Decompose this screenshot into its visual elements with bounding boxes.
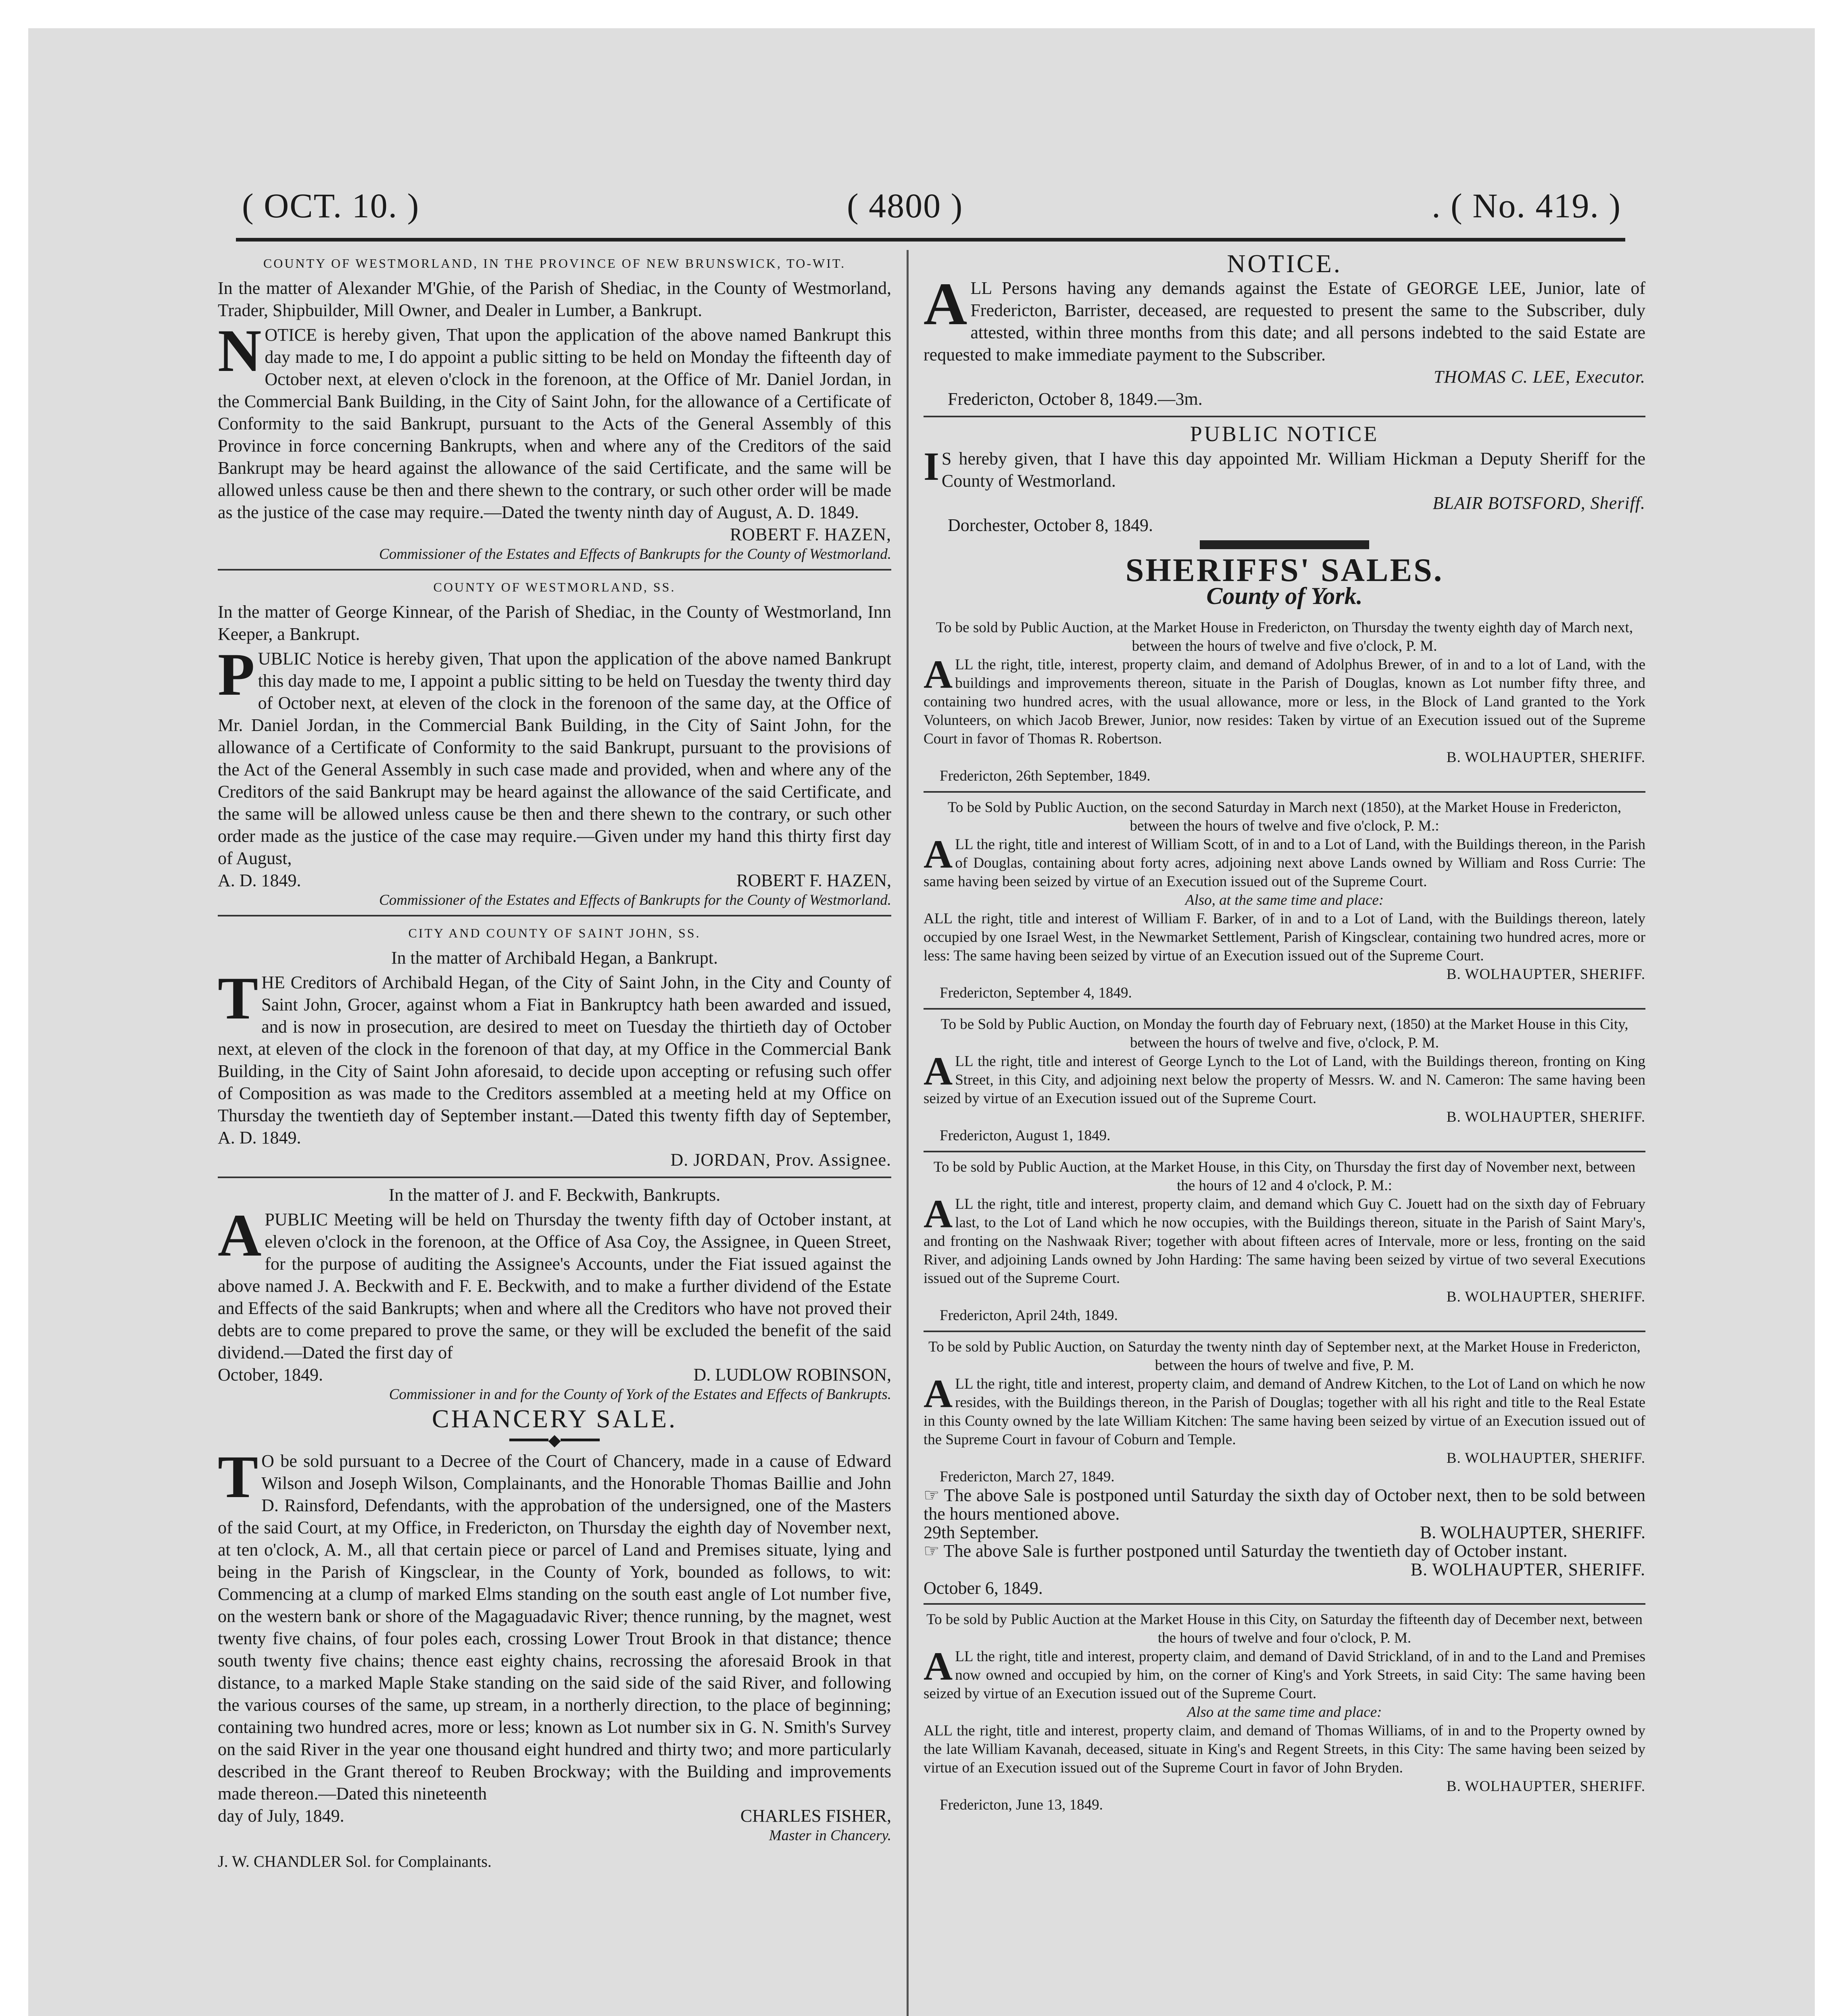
header-page-number: ( 4800 ) [847, 186, 963, 225]
notice-kinnear [218, 576, 891, 909]
notice-body-text: UBLIC Notice is hereby given, That upon the application of the above named Bankrupt this day made to me, I appoint a public sitting to be held on Tuesday the twenty third day of October next, at eleven of the clock in the forenoon of the same day, at the Office of Mr. Daniel Jordan, in the Commercial Bank Building, in the City of Saint John, for the allowance of a Certificate of Conformity to the said Bankrupt, pursuant to the provisions of the Act of the General Assembly in such case made and provided, when and where any of the Creditors of the said Bankrupt may be heard against the allowance of the said Certificate, and the same will be allowed unless cause be then and there shewn to the contrary, or such other order made as the justice of the case may require.—Given under my hand this thirty first day of August, [218, 649, 891, 868]
drop-initial: T [218, 965, 259, 1032]
notice-signer-title: Master in Chancery. [769, 1827, 891, 1844]
solicitor-line: J. W. CHANDLER Sol. for Complainants. [218, 1852, 492, 1870]
notice-signer-title: Commissioner in and for the County of York of the Estates and Effects of Bankrupts. [389, 1386, 891, 1403]
sale-body-text: LL the right, title and interest, property claim, and demand which Guy C. Jouett had on the sixth day of February last, to the Lot of Land which he now occupies, with the Buildings thereon, situate in the Parish of Saint Mary's, and fronting on the Nashwaak River; together with about fifteen acres of Intervale, more or less, fronting on the said River, and adjoining Lands owned by John Harding: The same having been seized by virtue of two several Executions issued out of the Supreme Court. [924, 1196, 1645, 1287]
sale-kitchen [924, 1338, 1645, 1597]
drop-initial: A [924, 1644, 953, 1689]
sale-date: Fredericton, August 1, 1849. [940, 1127, 1111, 1144]
notice-date-signer [218, 1805, 891, 1827]
notice-body [218, 965, 891, 1149]
sale-date: October 6, 1849. [924, 1578, 1043, 1598]
notice-caption: COUNTY OF WESTMORLAND, SS. [433, 580, 676, 594]
sale-strickland-williams [924, 1610, 1645, 1814]
divider [218, 569, 891, 571]
notice-heading: NOTICE. [1227, 250, 1342, 278]
drop-initial: A [924, 832, 953, 877]
sale-also: Also, at the same time and place: [1185, 892, 1384, 908]
divider [924, 1603, 1645, 1605]
header-date: ( OCT. 10. ) [242, 186, 420, 225]
notice-body-text: LL Persons having any demands against the Estate of GEORGE LEE, Junior, late of Fredericton, Barrister, deceased, are requested to present the same to the Subscriber, duly attested, within three months from this date; and all persons indebted to the said Estate are requested to make immediate payment to the Subscriber. [924, 278, 1645, 364]
sale-signer: B. WOLHAUPTER, SHERIFF. [1446, 1778, 1645, 1795]
notice-date-signer [218, 869, 891, 891]
sale-body-text: LL the right, title and interest, property claim, and demand of Andrew Kitchen, to the Lot of Land on which he now resides, with the Buildings thereon, in the Parish of Douglas; together with all his right and title to the Real Estate in this County owned by the late William Kitchen: The same having been seized by virtue of an Execution issued out of the Supreme Court in favour of Coburn and Temple. [924, 1376, 1645, 1448]
notice-beckwith [218, 1184, 891, 1404]
sale-date: Fredericton, March 27, 1849. [940, 1468, 1115, 1485]
divider [924, 1008, 1645, 1010]
notice-body [218, 641, 891, 869]
header-rule [236, 238, 1625, 242]
page-header [242, 177, 1621, 238]
sale-body [924, 652, 1645, 748]
sale-signer: B. WOLHAUPTER, SHERIFF. [1446, 1450, 1645, 1466]
sale-intro: To be sold by Public Auction, at the Market House, in this City, on Thursday the first day of November next, between the hours of 12 and 4 o'clock, P. M.: [933, 1159, 1636, 1194]
sale-body [924, 832, 1645, 891]
divider [218, 1177, 891, 1178]
sale-body-2: ALL the right, title and interest of William F. Barker, of in and to a Lot of Land, with the Buildings thereon, lately occupied by one Israel West, in the Newmarket Settlement, Parish of Kingsclear, containing two hundred acres, more or less: The same having been seized by virtue of an Execution issued out of the Supreme Court. [924, 910, 1645, 964]
divider [218, 915, 891, 916]
county-heading: County of York. [1206, 583, 1363, 609]
sale-date: Fredericton, September 4, 1849. [940, 985, 1132, 1001]
sale-body [924, 1049, 1645, 1108]
chancery-heading: CHANCERY SALE. [432, 1404, 678, 1433]
sale-body [924, 1191, 1645, 1288]
drop-initial: A [924, 1371, 953, 1416]
drop-initial: N [218, 317, 262, 384]
thick-rule [1200, 540, 1369, 549]
sale-brewer [924, 619, 1645, 785]
sale-signer: B. WOLHAUPTER, SHERIFF. [1446, 749, 1645, 766]
divider [924, 1331, 1645, 1332]
left-column [218, 250, 891, 2016]
sale-signer: B. WOLHAUPTER, SHERIFF. [1446, 1109, 1645, 1125]
sale-also: Also at the same time and place: [1187, 1704, 1382, 1720]
notice-deputy-sheriff [924, 423, 1645, 536]
notice-date: Fredericton, October 8, 1849.—3m. [948, 389, 1203, 409]
sale-body-2: ALL the right, title and interest, property claim, and demand of Thomas Williams, of in and to the Property owned by the late William Kavanah, deceased, situate in King's and Regent Streets, in this City: The same having been seized by virtue of an Execution issued out of the Supreme Court in favor of John Bryden. [924, 1722, 1645, 1776]
postponement-date: 29th September. [924, 1522, 1039, 1542]
notice-body-text: O be sold pursuant to a Decree of the Court of Chancery, made in a cause of Edward Wilson and Joseph Wilson, Complainants, and the Honorable Thomas Baillie and John D. Rainsford, Defendants, with the approbation of the undersigned, one of the Masters of the said Court, at my Office, in Fredericton, on Thursday the eighth day of November next, at ten o'clock, A. M., all that certain piece or parcel of Land and Premises situate, lying and being in the Parish of Kingsclear, in the County of York, bounded as follows, to wit: Commencing at a clump of marked Elms standing on the south east angle of Lot number five, on the western bank or shore of the Magaguadavic River; thence running, by the magnet, west twenty five chains, of four poles each, crossing Lower Trout Brook in that distance; thence south twenty five chains; thence east eighty chains, recrossing the aforesaid Brook in that distance, to a marked Maple Stake standing on the said side of the said River, and following the various courses of the same, up stream, in a northerly direction, to the place of beginning; containing two hundred acres, more or less; known as Lot number six in G. N. Smith's Survey on the said River in the year one thousand eight hundred and thirty two; and more particularly described in the Grant thereof to Reuben Brockway; with the Building and improvements made thereon.—Dated this nineteenth [218, 1451, 891, 1804]
sale-lynch [924, 1015, 1645, 1145]
postponement-text: The above Sale is further postponed until Saturday the twentieth day of October instant. [943, 1541, 1568, 1561]
sale-intro: To be Sold by Public Auction, on Monday the fourth day of February next, (1850) at the Market House in this City, between the hours of twelve and five, o'clock, P. M. [940, 1016, 1628, 1051]
sale-intro: To be sold by Public Auction, at the Market House in Fredericton, on Thursday the twenty eighth day of March next, between the hours of twelve and five o'clock, P. M. [936, 619, 1633, 654]
divider [924, 1151, 1645, 1152]
header-issue-number: . ( No. 419. ) [1432, 186, 1621, 225]
column-divider [907, 250, 909, 2016]
sheriffs-sales-heading: SHERIFFS' SALES. [1125, 552, 1444, 588]
notice-signer-title: Commissioner of the Estates and Effects of Bankrupts for the County of Westmorland. [379, 892, 891, 908]
sale-body-text: LL the right, title, interest, property claim, and demand of Adolphus Brewer, of in and to a lot of Land, with the buildings and improvements thereon, situate in the Parish of Douglas, known as Lot number fifty three, and containing two hundred acres, with the usual allowance, more or less, in the Block of Land granted to the York Volunteers, on which Jacob Brewer, Junior, now resides: Taken by virtue of an Execution issued out of the Supreme Court in favor of Thomas R. Robertson. [924, 656, 1645, 747]
notice-signer: CHARLES FISHER, [740, 1806, 891, 1826]
notice-body [218, 1202, 891, 1364]
notice-signer-title: Commissioner of the Estates and Effects of Bankrupts for the County of Westmorland. [379, 546, 891, 562]
notice-matter: In the matter of Alexander M'Ghie, of the Parish of Shediac, in the County of Westmorland, Trader, Shipbuilder, Mill Owner, and Dealer in Lumber, a Bankrupt. [218, 278, 891, 320]
notice-signer: BLAIR BOTSFORD, Sheriff. [1432, 493, 1645, 513]
divider [924, 416, 1645, 417]
sale-signer: B. WOLHAUPTER, SHERIFF. [1446, 1289, 1645, 1305]
notice-body [218, 1443, 891, 1805]
divider [924, 791, 1645, 793]
drop-initial: A [924, 652, 953, 697]
pointing-hand-icon: ☞ [924, 1541, 940, 1561]
notice-matter: In the matter of J. and F. Beckwith, Bankrupts. [388, 1185, 721, 1205]
sale-intro: To be sold by Public Auction at the Market House in this City, on Saturday the fifteenth day of December next, between the hours of twelve and four o'clock, P. M. [926, 1611, 1643, 1646]
notice-chancery [218, 1404, 891, 1872]
ornament-rule: ━━━━◆━━━━ [509, 1431, 600, 1449]
sale-intro: To be Sold by Public Auction, on the second Saturday in March next (1850), at the Market House in Fredericton, between the hours of twelve and five o'clock, P. M.: [947, 799, 1622, 834]
sale-signer: B. WOLHAUPTER, SHERIFF. [1420, 1522, 1645, 1542]
drop-initial: A [924, 1191, 953, 1236]
postponement-text: The above Sale is postponed until Saturday the sixth day of October next, then to be sold between the hours mentioned above. [924, 1485, 1645, 1524]
notice-signer: D. JORDAN, Prov. Assignee. [670, 1150, 891, 1170]
sale-body-text: LL the right, title and interest, property claim, and demand of David Strickland, of in and to the Land and Premises now owned and occupied by him, on the corner of King's and York Streets, in said City: The same having been seized by virtue of an Execution issued out of the Supreme Court. [924, 1648, 1645, 1702]
notice-signer: ROBERT F. HAZEN, [730, 525, 891, 544]
postponement-2 [924, 1542, 1645, 1560]
sale-scott-barker [924, 798, 1645, 1002]
notice-body-text: OTICE is hereby given, That upon the application of the above named Bankrupt this day made to me, I do appoint a public sitting to be held on Monday the fifteenth day of October next, at eleven o'clock in the forenoon, at the Office of Mr. Daniel Jordan, in the Commercial Bank Building, in the City of Saint John, for the allowance of a Certificate of Conformity to the said Bankrupt, pursuant to the Acts of the General Assembly of this Province in force concerning Bankrupts, when and where any of the Creditors of the said Bankrupt may be heard against the allowance of the said Certificate, and the same will be allowed unless cause be then and there shewn to the contrary, or such other order will be made as the justice of the case may require.—Dated the twenty ninth day of August, A. D. 1849. [218, 325, 891, 522]
notice-matter: In the matter of George Kinnear, of the Parish of Shediac, in the County of Westmorland, Inn Keeper, a Bankrupt. [218, 602, 891, 644]
notice-body-text: PUBLIC Meeting will be held on Thursday the twenty fifth day of October instant, at eleven o'clock in the forenoon, at the Office of Asa Coy, the Assignee, in Queen Street, for the purpose of auditing the Assignee's Accounts, under the Fiat issued against the above named J. A. Beckwith and F. E. Beckwith, and to make a further dividend of the Estate and Effects of the said Bankrupts; when and where all the Creditors who have not proved their debts are to come prepared to prove the same, or they will be excluded the benefit of the said dividend.—Dated the first day of [218, 1210, 891, 1362]
drop-initial: A [218, 1202, 262, 1269]
drop-initial: A [924, 1049, 953, 1093]
drop-initial: A [924, 271, 967, 337]
notice-signer: ROBERT F. HAZEN, [736, 871, 891, 890]
sale-body [924, 1644, 1645, 1703]
notice-hegan [218, 922, 891, 1171]
notice-signer: THOMAS C. LEE, Executor. [1433, 367, 1645, 387]
sale-body [924, 1371, 1645, 1449]
postponement-1-footer [924, 1523, 1645, 1542]
sale-date: Fredericton, June 13, 1849. [940, 1797, 1103, 1813]
notice-mcghie [218, 252, 891, 563]
notice-date-signer [218, 1364, 891, 1386]
right-column [924, 250, 1645, 2016]
sale-body-text: LL the right, title and interest of William Scott, of in and to a Lot of Land, with the Buildings thereon, in the Parish of Douglas, containing about forty acres, adjoining next above Lands owned by William and Ross Currie: The same having been seized by virtue of an Execution issued out of the Supreme Court. [924, 836, 1645, 890]
notice-body-text: S hereby given, that I have this day appointed Mr. William Hickman a Deputy Sheriff for the County of Westmorland. [941, 449, 1645, 491]
notice-date: day of July, 1849. [218, 1806, 344, 1826]
sale-date: Fredericton, April 24th, 1849. [940, 1307, 1118, 1324]
notice-matter: In the matter of Archibald Hegan, a Bankrupt. [391, 948, 718, 968]
drop-initial: P [218, 641, 255, 708]
drop-initial: T [218, 1443, 259, 1510]
notice-body-text: HE Creditors of Archibald Hegan, of the City of Saint John, in the City and County of Saint John, Grocer, against whom a Fiat in Bankruptcy hath been awarded and issued, and is now in prosecution, are desired to meet on Tuesday the thirtieth day of October next, at eleven of the clock in the forenoon of that day, at my Office in the Commercial Bank Building, in the City of Saint John aforesaid, to decide upon accepting or refusing such offer of Composition as was made to the Creditors assembled at a meeting held at my Office on Thursday the twentieth day of September instant.—Dated this twenty fifth day of September, A. D. 1849. [218, 973, 891, 1148]
drop-initial: I [924, 444, 939, 489]
notice-body [924, 271, 1645, 366]
notice-date: A. D. 1849. [218, 871, 301, 890]
notice-body [924, 444, 1645, 492]
notice-signer: D. LUDLOW ROBINSON, [693, 1365, 891, 1385]
sale-date: Fredericton, 26th September, 1849. [940, 768, 1151, 784]
notice-caption: CITY AND COUNTY OF SAINT JOHN, SS. [408, 926, 701, 940]
sale-signer: B. WOLHAUPTER, SHERIFF. [1446, 966, 1645, 983]
postponement-1 [924, 1486, 1645, 1523]
sale-jouett [924, 1158, 1645, 1325]
sale-body-text: LL the right, title and interest of George Lynch to the Lot of Land, with the Buildings thereon, fronting on King Street, in this City, and adjoining next below the property of Messrs. W. and N. Cameron: The same having been seized by virtue of an Execution issued out of the Supreme Court. [924, 1053, 1645, 1107]
notice-lee-estate [924, 252, 1645, 410]
sale-signer: B. WOLHAUPTER, SHERIFF. [1410, 1560, 1645, 1579]
notice-caption: COUNTY OF WESTMORLAND, IN THE PROVINCE OF NEW BRUNSWICK, TO-WIT. [263, 256, 846, 271]
pointing-hand-icon: ☞ [924, 1485, 940, 1505]
notice-heading: PUBLIC NOTICE [1190, 422, 1379, 446]
notice-body [218, 317, 891, 523]
notice-date: October, 1849. [218, 1365, 323, 1385]
notice-date: Dorchester, October 8, 1849. [948, 515, 1153, 535]
sale-intro: To be sold by Public Auction, on Saturday the twenty ninth day of September next, at the Market House in Fredericton, between the hours of twelve and five, P. M. [928, 1339, 1641, 1374]
